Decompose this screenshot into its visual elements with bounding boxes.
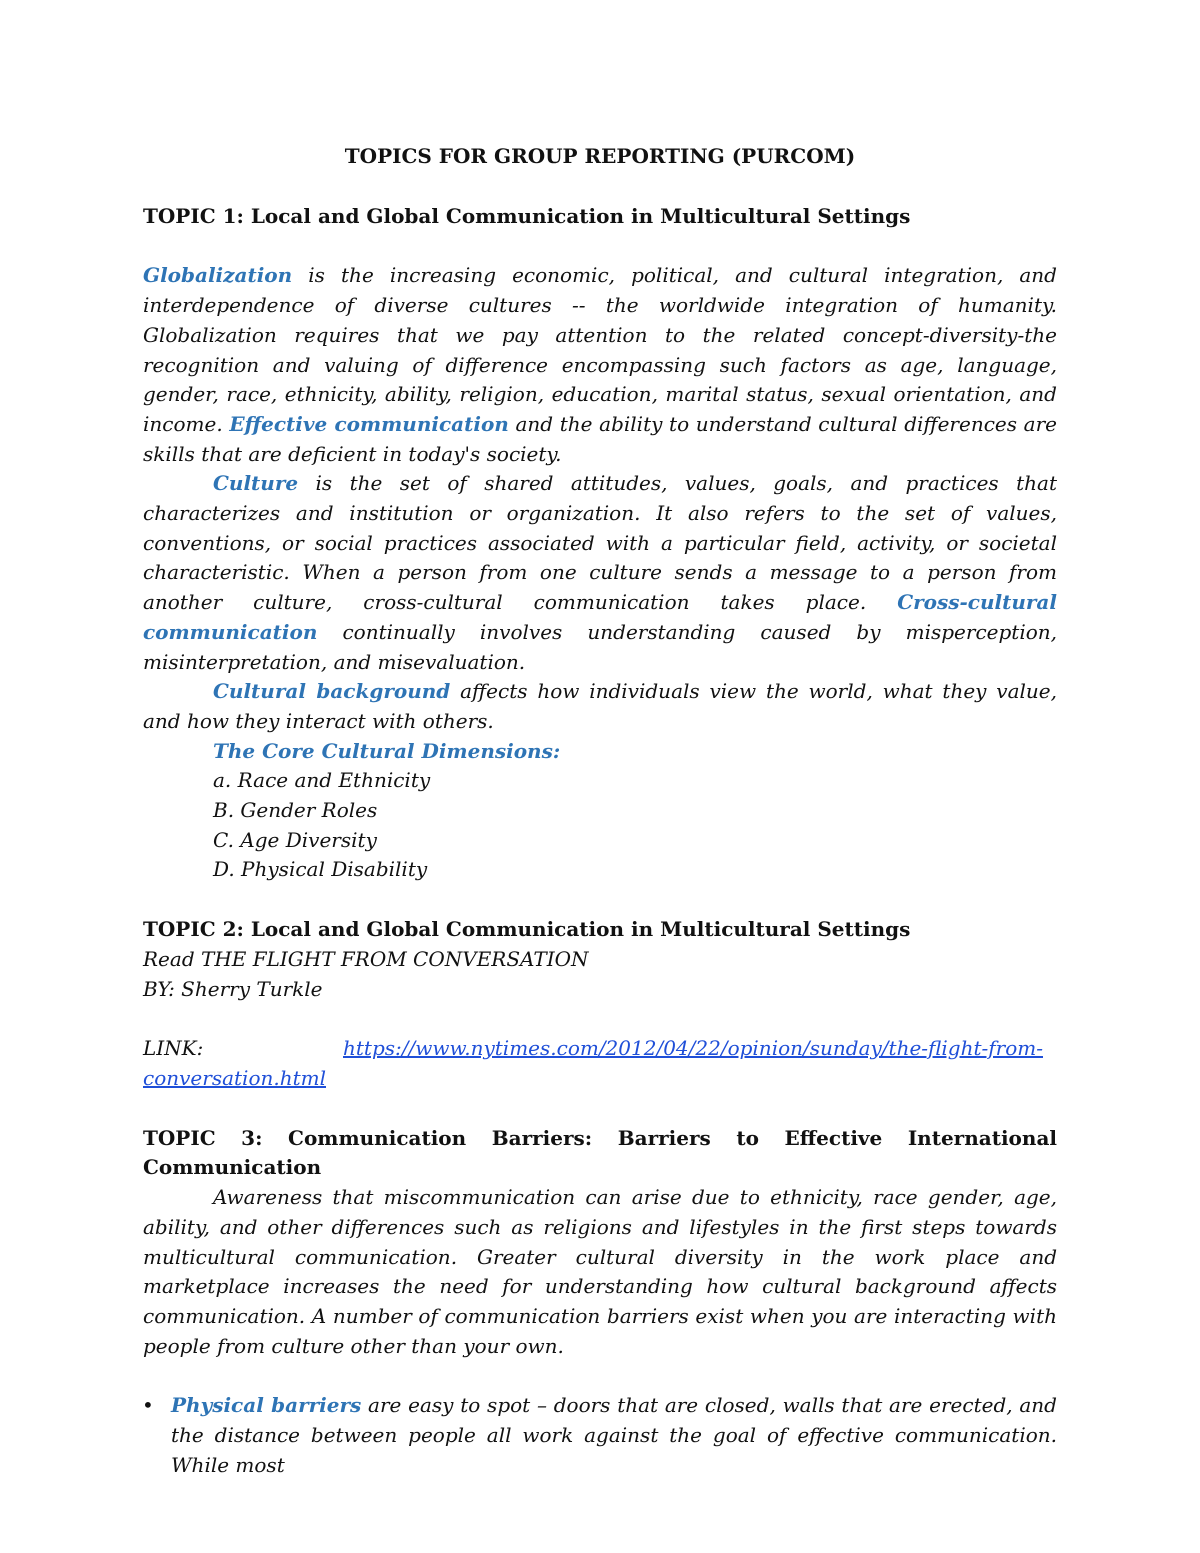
- core-dimensions-list: [143, 737, 1057, 886]
- topic-2-heading: TOPIC 2: Local and Global Communication in Multicultural Settings: [143, 917, 911, 942]
- document-title: TOPICS FOR GROUP REPORTING (PURCOM): [344, 144, 856, 168]
- list-item: a. Race and Ethnicity: [213, 768, 431, 793]
- term-cross-cultural-communication: Cross-cultural communication: [143, 590, 1057, 644]
- term-physical-barriers: Physical barriers: [171, 1393, 362, 1418]
- link-label: LINK:: [143, 1036, 204, 1061]
- term-globalization: Globalization: [143, 263, 293, 288]
- term-cultural-background: Cultural background: [213, 679, 451, 704]
- bullet-icon: •: [142, 1393, 154, 1418]
- bullet-item-physical-barriers: • Physical barriers are easy to spot – doors that are closed, walls that are erected, and the distance between people all work against the goal of effective communication. While most: [142, 1393, 1057, 1477]
- topic-3-paragraph: Awareness that miscommunication can arise due to ethnicity, race gender, age, ability, and other differences such as religions and lifestyles in the first steps towards multicultural communication. Greater cultural diversity in the work place and marketplace increases the need for understanding how cultural background affects communication. A number of communication barriers exist when you are interacting with people from culture other than your own.: [143, 1185, 1057, 1358]
- topic-3-heading: TOPIC 3: Communication Barriers: Barriers to Effective International Communication: [143, 1125, 1057, 1180]
- reading-author: BY: Sherry Turkle: [143, 976, 323, 1001]
- reading-title: Read THE FLIGHT FROM CONVERSATION: [143, 946, 589, 971]
- term-culture: Culture: [213, 471, 299, 496]
- topic-1-paragraph-cultural-background: Cultural background affects how individuals view the world, what they value, and how they interact with others.: [143, 679, 1057, 733]
- list-item: B. Gender Roles: [213, 798, 378, 823]
- topic-1-heading: TOPIC 1: Local and Global Communication in Multicultural Settings: [143, 203, 911, 228]
- list-item: C. Age Diversity: [213, 827, 377, 852]
- list-item: D. Physical Disability: [213, 857, 428, 882]
- link-row: [143, 1034, 1057, 1093]
- article-link[interactable]: https://www.nytimes.com/2012/04/22/opinion/sunday/the-flight-from-: [343, 1036, 1043, 1061]
- article-link-continued[interactable]: conversation.html: [143, 1065, 326, 1090]
- topic-1-paragraph-globalization: Globalization is the increasing economic, political, and cultural integration, and interdependence of diverse cultures -- the worldwide integration of humanity. Globalization requires that we pay attention to the related concept-diversity-the recognition and valuing of difference encompassing such factors as age, language, gender, race, ethnicity, ability, religion, education, marital status, sexual orientation, and income. Effective communication and the ability to understand cultural differences are skills that are deficient in today's society.: [143, 263, 1057, 466]
- document-body: [143, 142, 1057, 1480]
- term-effective-communication: Effective communication: [229, 411, 509, 436]
- topic-1-paragraph-culture: Culture is the set of shared attitudes, values, goals, and practices that characterizes and institution or organization. It also refers to the set of values, conventions, or social practices associated with a particular field, activity, or societal characteristic. When a person from one culture sends a message to a person from another culture, cross-cultural communication takes place. Cross-cultural communication continually involves understanding caused by misperception, misinterpretation, and misevaluation.: [143, 471, 1057, 674]
- core-dimensions-title: The Core Cultural Dimensions:: [213, 738, 561, 763]
